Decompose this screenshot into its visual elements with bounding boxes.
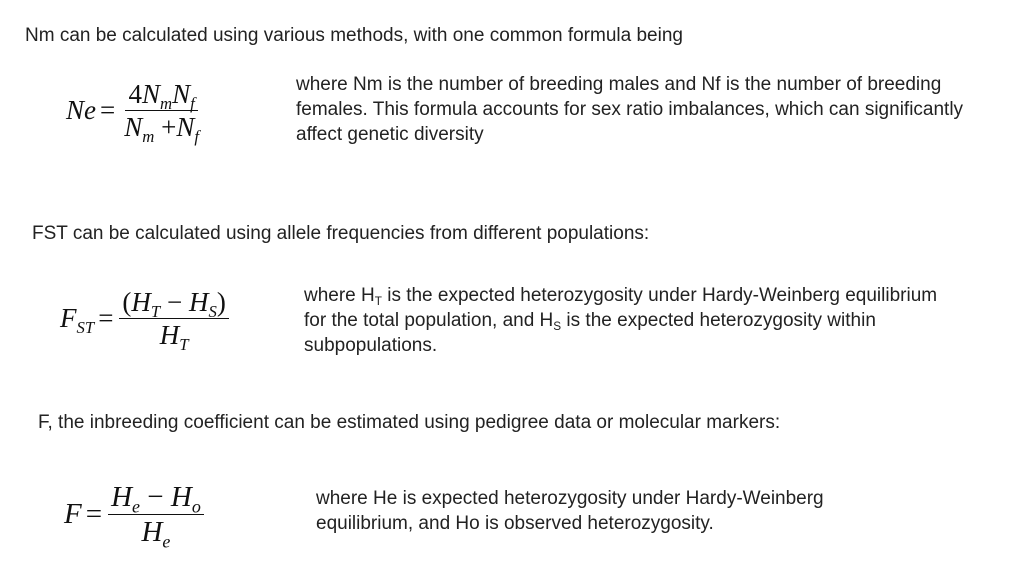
- ne-formula: [66, 79, 202, 147]
- f-numerator: $H_e - H_o$: [108, 482, 204, 515]
- intro-fst-text: FST can be calculated using allele frequencies from different populations:: [32, 223, 650, 244]
- f-description: where He is expected heterozygosity under Hardy-Weinberg equilibrium, and Ho is observed heterozygosity.: [316, 488, 824, 534]
- f-fraction: [108, 481, 204, 552]
- intro-ne-text: Nm can be calculated using various methods, with one common formula being: [25, 25, 683, 46]
- ne-fraction: [121, 79, 202, 147]
- f-lhs: F: [64, 498, 82, 531]
- ne-description: where Nm is the number of breeding males and Nf is the number of breeding females. This formula accounts for sex ratio imbalances, which can significantly affect genetic diversity: [296, 74, 964, 145]
- fst-formula: [60, 287, 229, 355]
- fst-description: where $H_T$ is the expected heterozygosity under Hardy-Weinberg equilibrium for the total population, and $H_S$ is the expected heterozygosity within subpopulations.: [304, 285, 938, 356]
- ne-equals: =: [100, 95, 116, 126]
- fst-fraction: [119, 287, 228, 355]
- ne-denominator: $N_m +N_f$: [124, 112, 199, 147]
- f-equals: =: [85, 498, 103, 531]
- fst-lhs: $F_{ST}$: [60, 303, 95, 338]
- intro-f-text: F, the inbreeding coefficient can be estimated using pedigree data or molecular markers:: [38, 412, 781, 433]
- ne-numerator: $4N_mN_f$: [125, 80, 197, 111]
- fst-equals: =: [98, 303, 114, 334]
- f-formula: [64, 481, 204, 552]
- fst-denominator: $H_T$: [159, 320, 189, 355]
- fst-numerator: $(H_T - H_S)$: [119, 288, 228, 319]
- f-denominator: $H_e$: [141, 516, 171, 552]
- ne-lhs: Ne: [66, 95, 96, 126]
